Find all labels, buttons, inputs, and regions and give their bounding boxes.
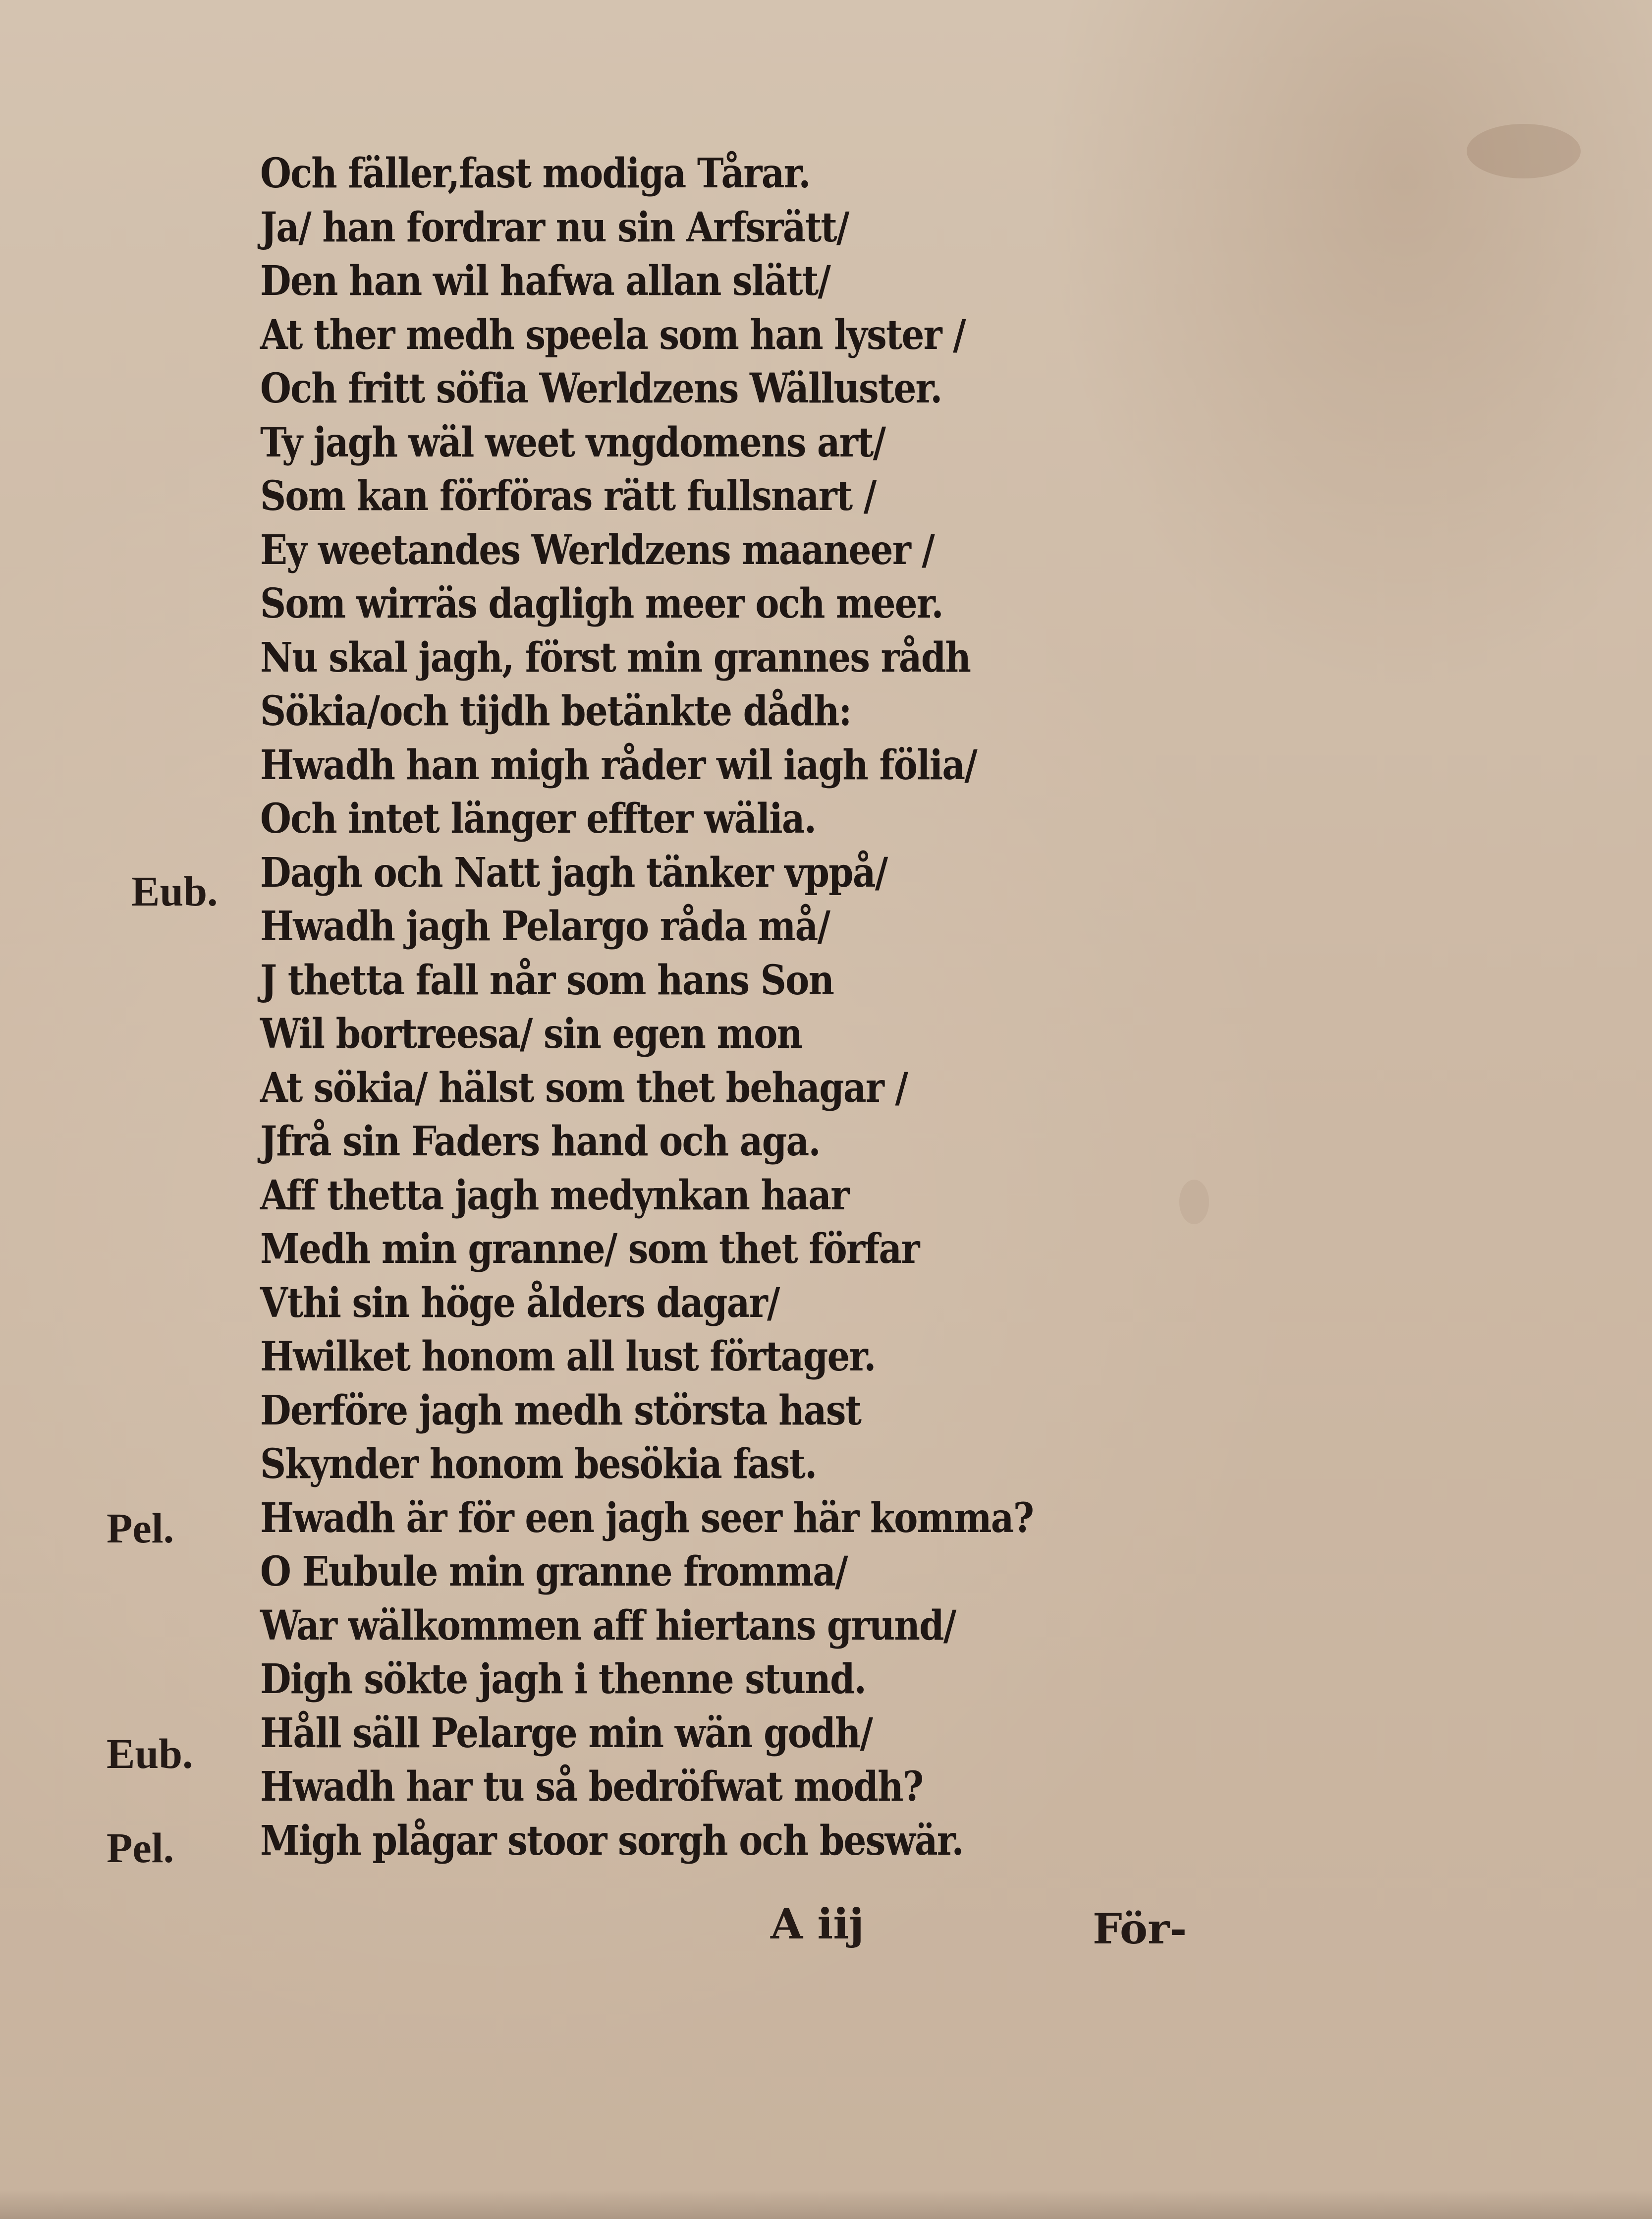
verse-line: Hwadh har tu så bedröfwat modh? [260,1763,923,1811]
catchword: För- [1093,1904,1187,1953]
verse-line: Migh plågar stoor sorgh och beswär. [260,1817,963,1865]
verse-line: Nu skal jagh, först min grannes rådh [260,633,971,682]
verse-line: Hwadh jagh Pelargo råda må/ [260,903,830,950]
verse-line: Jfrå sin Faders hand och aga. [260,1118,820,1165]
verse-line: Som wirräs dagligh meer och meer. [260,580,943,627]
speaker-label-eubulus: Eub. [131,867,218,915]
verse-line: Derföre jagh medh största hast [260,1386,861,1434]
verse-line: Vthi sin höge ålders dagar/ [260,1279,779,1327]
speaker-label-pelargus: Pel. [107,1504,174,1552]
verse-text [260,147,1102,1868]
verse-line: War wälkommen aff hiertans grund/ [260,1601,956,1650]
verse-line: Medh min granne/ som thet förfar [260,1225,919,1273]
verse-line: J thetta fall når som hans Son [260,956,834,1004]
speaker-label-pelargus: Pel. [107,1824,174,1872]
verse-line: O Eubule min granne fromma/ [260,1548,847,1595]
verse-line: Ey weetandes Werldzens maaneer / [260,526,935,574]
signature-mark: A iij [771,1899,864,1948]
verse-line: At sökia/ hälst som thet behagar / [260,1064,908,1112]
verse-line: Ja/ han fordrar nu sin Arfsrätt/ [260,203,849,251]
speaker-label-eubulus: Eub. [107,1730,193,1777]
verse-line: Dagh och Natt jagh tänker vppå/ [260,849,887,897]
verse-line: Hwadh är för een jagh seer här komma? [260,1494,1034,1542]
verse-line: Och fäller,fast modiga Tårar. [260,150,810,197]
verse-line: Hwilket honom all lust förtager. [260,1333,876,1380]
verse-line: Hwadh han migh råder wil iagh fölia/ [260,741,977,789]
verse-line: Den han wil hafwa allan slätt/ [260,257,830,305]
verse-line: At ther medh speela som han lyster / [260,311,965,359]
verse-line: Skynder honom besökia fast. [260,1440,817,1488]
verse-line: Håll säll Pelarge min wän godh/ [260,1709,873,1757]
verse-line: Och fritt söfia Werldzens Wälluster. [260,365,942,412]
verse-line: Ty jagh wäl weet vngdomens art/ [260,418,885,466]
verse-line: Som kan förföras rätt fullsnart / [260,472,876,520]
verse-line: Sökia/och tijdh betänkte dådh: [260,687,851,735]
verse-line: Aff thetta jagh medynkan haar [260,1171,849,1219]
verse-line: Och intet länger effter wälia. [260,795,816,843]
verse-line: Digh sökte jagh i thenne stund. [260,1655,866,1703]
paper-stain [1467,124,1581,178]
verse-line: Wil bortreesa/ sin egen mon [260,1010,802,1058]
paper-stain [1179,1180,1209,1224]
